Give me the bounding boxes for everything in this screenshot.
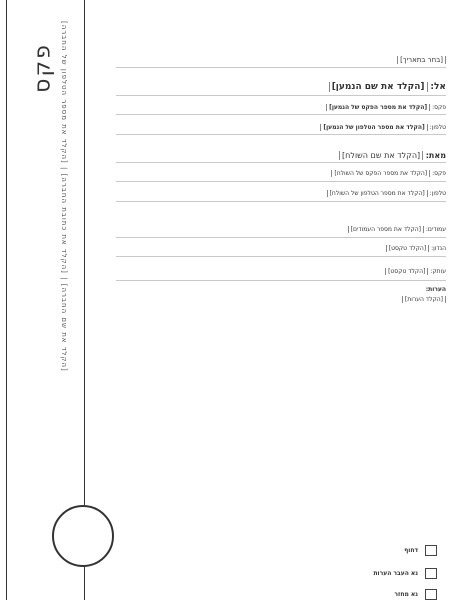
please-recycle-label: נא מחזר — [394, 591, 418, 598]
re-field[interactable]: [הקלד טקסט] — [386, 245, 429, 252]
to-phone-field[interactable]: [הקלד את מספר הטלפון של הנמען] — [320, 124, 427, 131]
pages-field[interactable]: [הקלד את מספר העמודים] — [348, 226, 424, 233]
please-recycle-checkbox[interactable] — [425, 589, 437, 600]
sidebar-rule-right-lower — [84, 567, 85, 600]
re-line — [116, 256, 446, 257]
from-fax-row — [331, 170, 446, 177]
please-comment-checkbox[interactable] — [425, 568, 437, 579]
sidebar-rule-left — [6, 0, 7, 600]
to-fax-line — [116, 114, 446, 115]
to-phone-label: טלפון: — [429, 124, 446, 131]
to-name-field[interactable]: [הקלד את שם הנמען] — [329, 82, 428, 92]
date-line — [116, 67, 446, 68]
to-fax-row — [326, 104, 446, 111]
urgent-checkbox[interactable] — [425, 545, 437, 556]
to-name-line — [116, 95, 446, 96]
from-phone-field[interactable]: [הקלד את מספר הטלפון של השולח] — [327, 190, 428, 197]
to-fax-field[interactable]: [הקלד את מספר הפקס של הנמען] — [326, 104, 430, 111]
cc-label: עותק: — [430, 268, 446, 275]
from-fax-line — [116, 181, 446, 182]
circle-ornament — [52, 505, 114, 567]
to-phone-row — [320, 124, 446, 131]
from-name-row — [339, 151, 446, 160]
re-row — [386, 245, 446, 252]
from-phone-line — [116, 201, 446, 202]
re-label: הנדון: — [431, 245, 446, 252]
please-comment-label: נא העבר הערות — [373, 570, 418, 577]
from-phone-row — [327, 190, 446, 197]
pages-row — [348, 226, 446, 233]
to-fax-label: פקס: — [432, 104, 446, 111]
pages-line — [116, 237, 446, 238]
date-field[interactable]: [בחר בתאריך] — [397, 56, 446, 64]
sidebar-rule-right — [84, 0, 85, 505]
fax-title: פקס — [30, 43, 56, 93]
comments-field[interactable]: [הקלד הערות] — [402, 296, 446, 303]
comments-heading: הערות: — [425, 286, 446, 293]
from-label: מאת: — [425, 151, 446, 160]
from-fax-label: פקס: — [432, 170, 446, 177]
cc-line — [116, 280, 446, 281]
from-name-field[interactable]: [הקלד את שם השולח] — [339, 151, 423, 160]
to-name-row — [329, 82, 446, 92]
to-label: אל: — [430, 82, 446, 92]
from-fax-field[interactable]: [הקלד את מספר הפקס של השולח] — [331, 170, 430, 177]
from-name-line — [116, 162, 446, 163]
cc-field[interactable]: [הקלד טקסט] — [385, 268, 428, 275]
company-address: [הקלד את שם החברה] | [הקלד את כתובת החברה] | [הקלד את מספר הטלפון של החברה] — [60, 21, 68, 372]
from-phone-label: טלפון: — [429, 190, 446, 197]
pages-label: עמודים: — [425, 226, 446, 233]
urgent-label: דחוף — [404, 547, 418, 554]
to-phone-line — [116, 134, 446, 135]
cc-row — [385, 268, 446, 275]
